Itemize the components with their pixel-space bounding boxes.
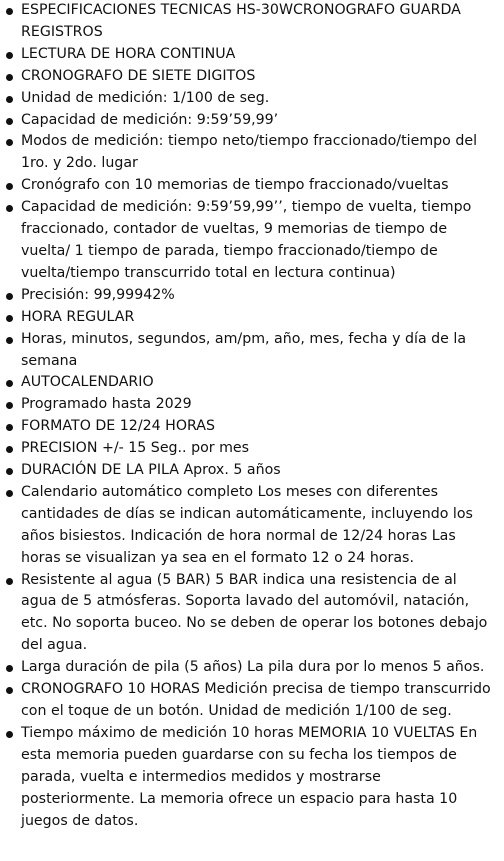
bullet-icon	[6, 205, 13, 212]
bullet-icon	[6, 118, 13, 125]
list-item: Tiempo máximo de medición 10 horas MEMORIA 10 VUELTAS En esta memoria pueden guardarse con su fecha los tiempos de parada, vuelta e intermedios medidos y mostrarse posteriormente. La memoria ofrece un espacio para hasta 10 juegos de datos.	[2, 723, 494, 833]
bullet-icon	[6, 446, 13, 453]
bullet-icon	[6, 731, 13, 738]
list-item: Calendario automático completo Los meses con diferentes cantidades de días se indican automáticamente, incluyendo los años bisiestos. Indicación de hora normal de 12/24 horas Las horas se visualizan ya sea en el formato 12 o 24 horas.	[2, 482, 494, 570]
bullet-icon	[6, 8, 13, 15]
list-item: CRONOGRAFO 10 HORAS Medición precisa de tiempo transcurrido con el toque de un botón. Unidad de medición 1/100 de seg.	[2, 679, 494, 723]
list-item: Resistente al agua (5 BAR) 5 BAR indica una resistencia de al agua de 5 atmósferas. Soporta lavado del automóvil, natación, etc. No soporta buceo. No se deben de operar los botones debajo del agua.	[2, 570, 494, 658]
list-item: Precisión: 99,99942%	[2, 285, 494, 307]
list-item: Modos de medición: tiempo neto/tiempo fraccionado/tiempo del 1ro. y 2do. lugar	[2, 131, 494, 175]
list-item: Horas, minutos, segundos, am/pm, año, mes, fecha y día de la semana	[2, 329, 494, 373]
bullet-icon	[6, 96, 13, 103]
bullet-icon	[6, 380, 13, 387]
bullet-icon	[6, 578, 13, 585]
bullet-icon	[6, 52, 13, 59]
bullet-icon	[6, 337, 13, 344]
list-item: HORA REGULAR	[2, 307, 494, 329]
bullet-icon	[6, 490, 13, 497]
bullet-icon	[6, 139, 13, 146]
list-item: AUTOCALENDARIO	[2, 372, 494, 394]
bullet-icon	[6, 424, 13, 431]
bullet-icon	[6, 687, 13, 694]
bullet-icon	[6, 665, 13, 672]
list-item: Larga duración de pila (5 años) La pila dura por lo menos 5 años.	[2, 657, 494, 679]
bullet-icon	[6, 315, 13, 322]
bullet-icon	[6, 468, 13, 475]
bullet-icon	[6, 74, 13, 81]
list-item: LECTURA DE HORA CONTINUA	[2, 44, 494, 66]
bullet-icon	[6, 183, 13, 190]
list-item: Cronógrafo con 10 memorias de tiempo fraccionado/vueltas	[2, 175, 494, 197]
list-item: Unidad de medición: 1/100 de seg.	[2, 88, 494, 110]
specifications-list	[2, 0, 494, 832]
list-item: ESPECIFICACIONES TECNICAS HS-30WCRONOGRAFO GUARDA REGISTROS	[2, 0, 494, 44]
list-item: PRECISION +/- 15 Seg.. por mes	[2, 438, 494, 460]
list-item: Programado hasta 2029	[2, 394, 494, 416]
list-item: DURACIÓN DE LA PILA Aprox. 5 años	[2, 460, 494, 482]
list-item: Capacidad de medición: 9:59’59,99’’, tiempo de vuelta, tiempo fraccionado, contador de vueltas, 9 memorias de tiempo de vuelta/ 1 tiempo de parada, tiempo fraccionado/tiempo de vuelta/tiempo transcurrido total en lectura continua)	[2, 197, 494, 285]
bullet-icon	[6, 293, 13, 300]
list-item: Capacidad de medición: 9:59’59,99’	[2, 110, 494, 132]
list-item: FORMATO DE 12/24 HORAS	[2, 416, 494, 438]
bullet-icon	[6, 402, 13, 409]
list-item: CRONOGRAFO DE SIETE DIGITOS	[2, 66, 494, 88]
